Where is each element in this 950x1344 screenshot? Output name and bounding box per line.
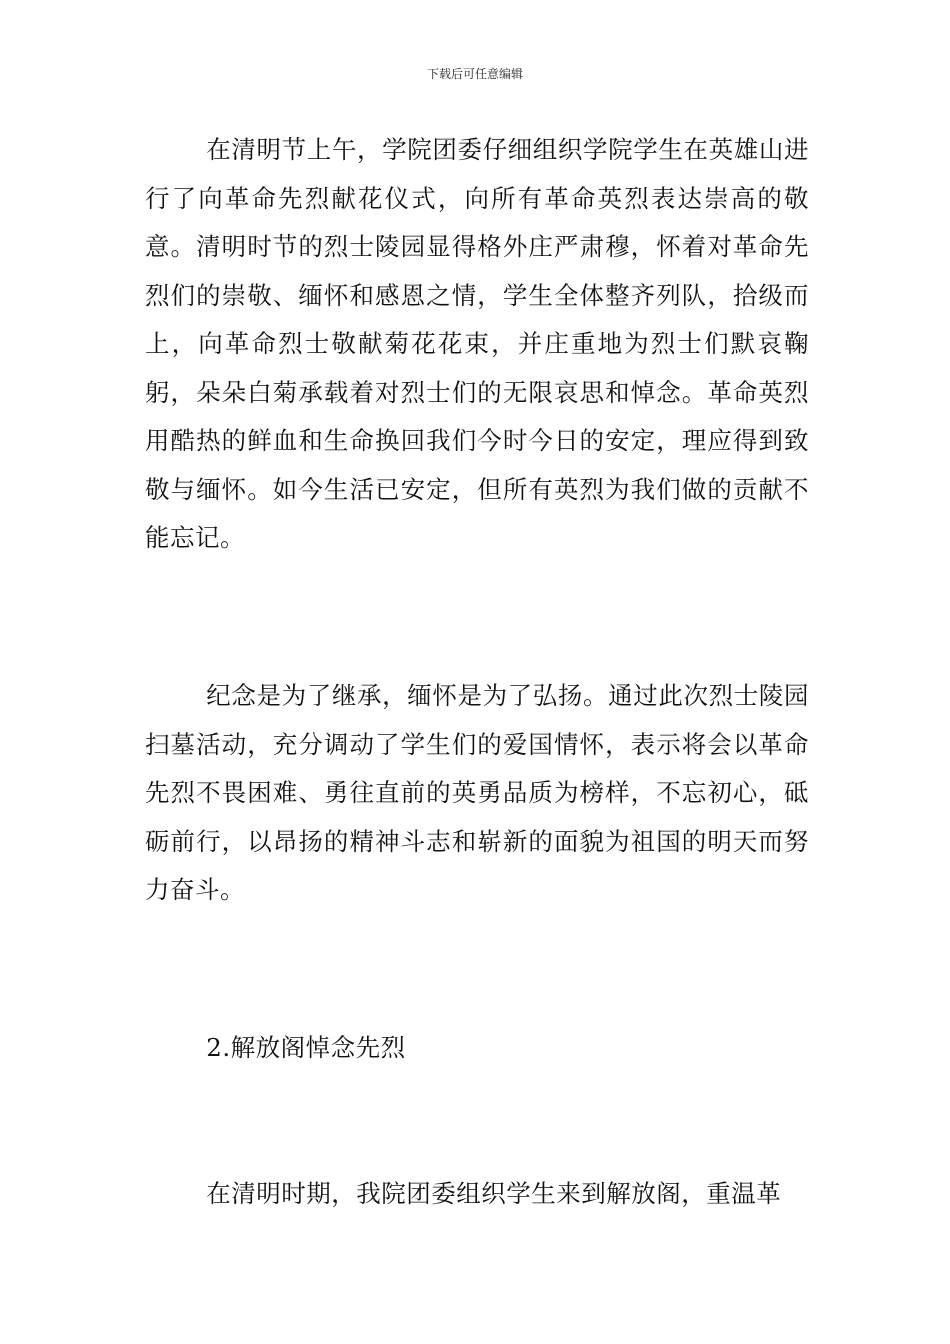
body-paragraph-3: 在清明时期，我院团委组织学生来到解放阁，重温革	[206, 1179, 782, 1208]
body-paragraph-2: 纪念是为了继承，缅怀是为了弘扬。通过此次烈士陵园扫墓活动，充分调动了学生们的爱国情怀，表示将会以革命先烈不畏困难、勇往直前的英勇品质为榜样，不忘初心，砥砺前行，以昂扬的精神斗志和崭新的面貌为祖国的明天而努力奋斗。	[145, 681, 809, 904]
section-heading: 2.解放阁悼念先烈	[206, 1033, 406, 1062]
page-header: 下载后可任意编辑	[426, 67, 523, 81]
body-paragraph-1: 在清明节上午，学院团委仔细组织学院学生在英雄山进行了向革命先烈献花仪式，向所有革命英烈表达崇高的敬意。清明时节的烈士陵园显得格外庄严肃穆，怀着对革命先烈们的崇敬、缅怀和感恩之情，学生全体整齐列队，拾级而上，向革命烈士敬献菊花花束，并庄重地为烈士们默哀鞠躬，朵朵白菊承载着对烈士们的无限哀思和悼念。革命英烈用酷热的鲜血和生命换回我们今时今日的安定，理应得到致敬与缅怀。如今生活已安定，但所有英烈为我们做的贡献不能忘记。	[145, 135, 809, 552]
